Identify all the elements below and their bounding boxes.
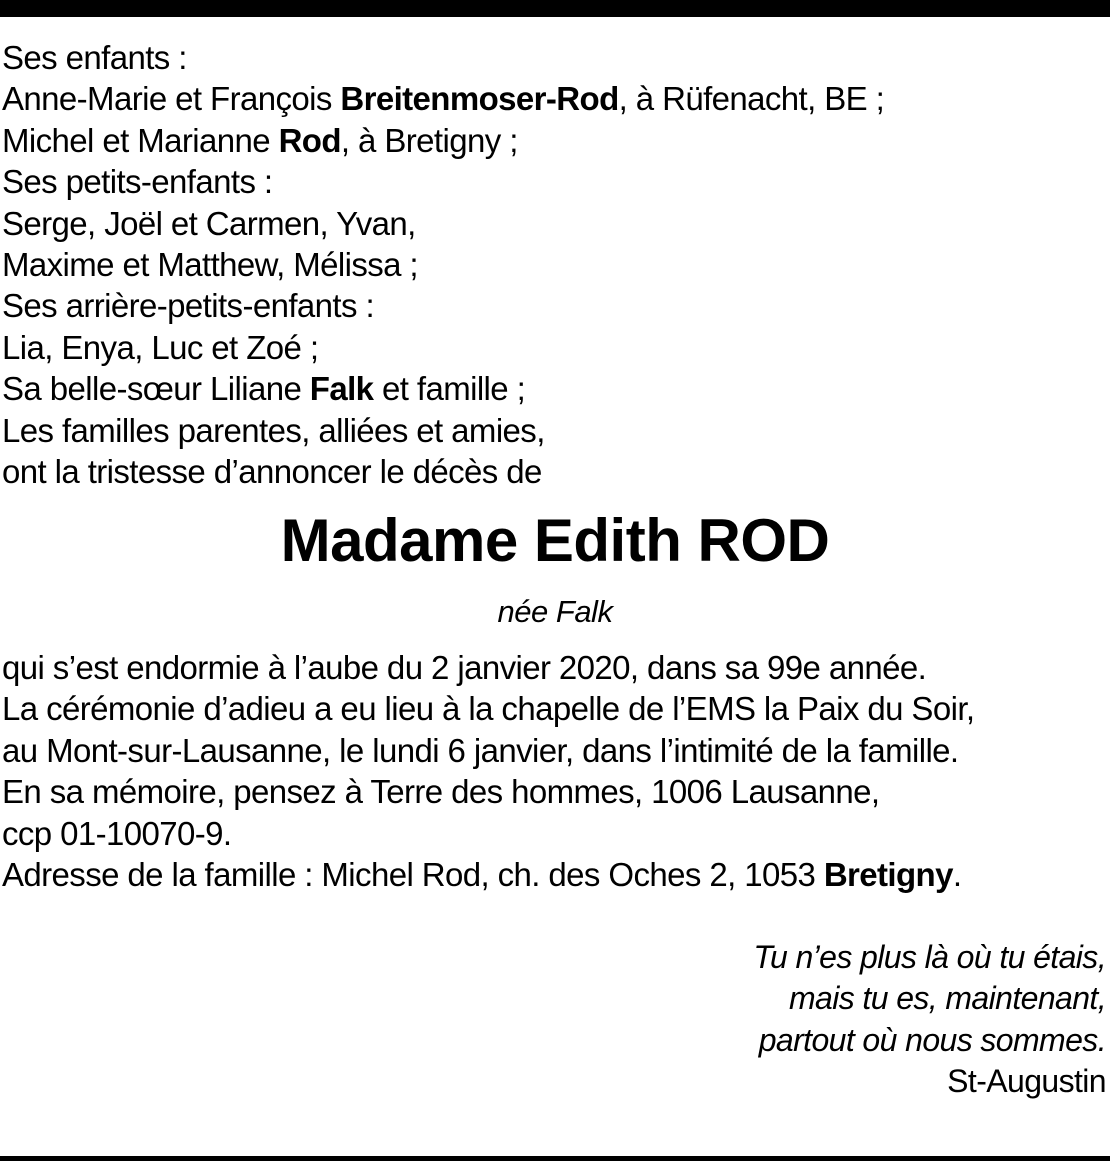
grandchildren-heading: Ses petits-enfants :	[2, 163, 273, 201]
quote-line-1: Tu n’es plus là où tu étais,	[753, 939, 1106, 975]
child-family-1: Anne-Marie et François Breitenmoser-Rod, à Rüfenacht, BE ;	[2, 80, 885, 118]
deceased-name: Madame Edith ROD	[280, 507, 830, 574]
grandchildren-names-2: Maxime et Matthew, Mélissa ;	[2, 245, 419, 283]
donation-account-line: ccp 01-10070-9.	[2, 814, 232, 852]
quote-line-3: partout où nous sommes.	[758, 1021, 1106, 1058]
memorial-quote	[753, 937, 1106, 1103]
bottom-rule	[0, 1156, 1110, 1161]
quote-line-2: mais tu es, maintenant,	[788, 980, 1106, 1017]
obituary-details	[2, 647, 974, 895]
child-family-2: Michel et Marianne Rod, à Bretigny ;	[2, 121, 518, 159]
date-of-death-line: qui s’est endormie à l’aube du 2 janvier 2020, dans sa 99e année.	[2, 649, 927, 686]
extended-family-line: Les familles parentes, alliées et amies,	[2, 411, 545, 449]
grandchildren-names-1: Serge, Joël et Carmen, Yvan,	[2, 204, 416, 242]
top-rule	[0, 0, 1110, 17]
address-city: Bretigny	[823, 855, 953, 893]
family-announcement	[2, 37, 884, 492]
maiden-name: née Falk	[497, 594, 613, 629]
ceremony-line-2: au Mont-sur-Lausanne, le lundi 6 janvier, dans l’intimité de la famille.	[2, 731, 959, 769]
family-name-rod: Rod	[278, 121, 341, 159]
children-heading: Ses enfants :	[2, 39, 187, 76]
ceremony-line-1: La cérémonie d’adieu a eu lieu à la chapelle de l’EMS la Paix du Soir,	[2, 690, 975, 728]
announcement-line: ont la tristesse d’annoncer le décès de	[2, 452, 542, 490]
sister-in-law-line: Sa belle-sœur Liliane Falk et famille ;	[2, 370, 526, 408]
donation-line: En sa mémoire, pensez à Terre des hommes, 1006 Lausanne,	[2, 773, 880, 811]
quote-author: St-Augustin	[947, 1063, 1106, 1100]
great-grandchildren-names: Lia, Enya, Luc et Zoé ;	[2, 328, 319, 366]
family-name-breitenmoser-rod: Breitenmoser-Rod	[340, 80, 619, 118]
family-name-falk: Falk	[309, 370, 374, 408]
family-address-line: Adresse de la famille : Michel Rod, ch. des Oches 2, 1053 Bretigny.	[2, 855, 962, 893]
great-grandchildren-heading: Ses arrière-petits-enfants :	[2, 287, 375, 325]
